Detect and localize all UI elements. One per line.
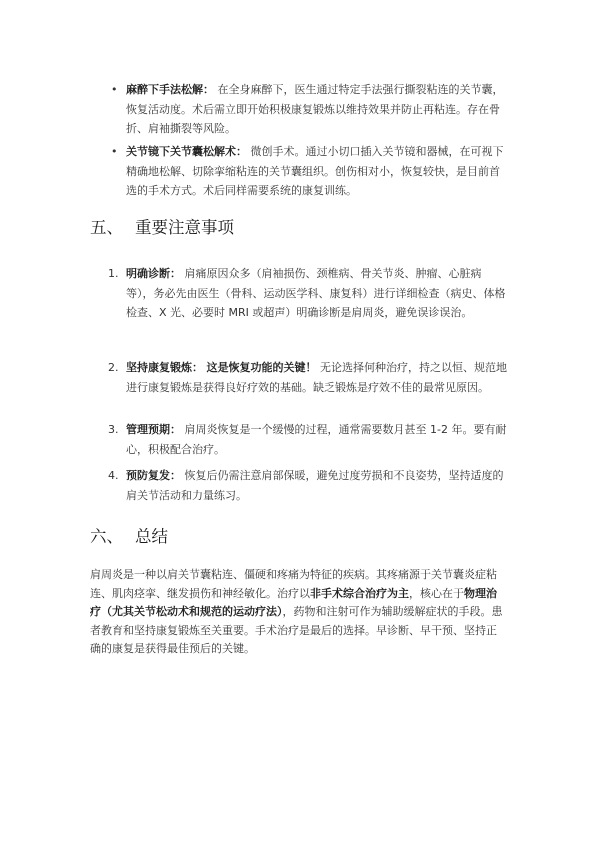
list-item bbox=[126, 466, 508, 505]
list-item bbox=[126, 358, 508, 397]
summary-emphasis: 非手术综合治疗为主 bbox=[310, 586, 409, 600]
section-number: 六、 bbox=[90, 527, 123, 546]
section-title: 总结 bbox=[135, 527, 168, 546]
list-item-text: 恢复后仍需注意肩部保暖，避免过度劳损和不良姿势，坚持适度的肩关节活动和力量练习。 bbox=[126, 469, 504, 502]
bullet-text: 微创手术。通过小切口插入关节镜和器械，在可视下精确地松解、切除挛缩粘连的关节囊组织。创伤相对小，恢复较快，是目前首选的手术方式。术后同样需要系统的康复训练。 bbox=[126, 145, 504, 197]
bullet-icon: • bbox=[111, 145, 118, 158]
list-item-emphasis: 这是恢复功能的关键！ bbox=[206, 361, 317, 374]
section-title: 重要注意事项 bbox=[135, 218, 234, 237]
list-number: 4. bbox=[108, 469, 119, 482]
list-item-title: 预防复发： bbox=[126, 469, 181, 482]
bullet-icon: • bbox=[111, 83, 118, 96]
bullet-item bbox=[126, 80, 508, 139]
list-item-text: 肩痛原因众多（肩袖损伤、颈椎病、骨关节炎、肿瘤、心脏病等），务必先由医生（骨科、运动医学科、康复科）进行详细检查（病史、体格检查、X 光、必要时 MRI 或超声）明确诊断是肩周炎，避免误诊误治。 bbox=[126, 267, 506, 319]
list-item bbox=[126, 264, 508, 323]
summary-text: 肩周炎是一种以肩关节囊粘连、僵硬和疼痛为特征的疾病。其疼痛源于关节囊炎症粘连、肌肉痉挛、继发损伤和神经敏化。治疗以 bbox=[90, 568, 497, 600]
list-item-text: 肩周炎恢复是一个缓慢的过程，通常需要数月甚至 1-2 年。要有耐心，积极配合治疗。 bbox=[126, 423, 507, 456]
section-number: 五、 bbox=[90, 218, 123, 237]
bullet-title: 关节镜下关节囊松解术： bbox=[126, 145, 247, 158]
list-number: 3. bbox=[108, 423, 119, 436]
list-number: 1. bbox=[108, 267, 119, 280]
list-item-title: 管理预期： bbox=[126, 423, 181, 436]
list-item-title: 明确诊断： bbox=[126, 267, 181, 280]
bullet-text: 在全身麻醉下，医生通过特定手法强行撕裂粘连的关节囊，恢复活动度。术后需立即开始积极康复锻炼以维持效果并防止再粘连。存在骨折、肩袖撕裂等风险。 bbox=[126, 83, 504, 135]
list-number: 2. bbox=[108, 361, 119, 374]
list-item-text: 无论选择何种治疗，持之以恒、规范地进行康复锻炼是获得良好疗效的基础。缺乏锻炼是疗效不佳的最常见原因。 bbox=[126, 361, 507, 394]
summary-paragraph bbox=[90, 566, 505, 659]
section-heading bbox=[90, 525, 168, 549]
list-item-title: 坚持康复锻炼： bbox=[126, 361, 203, 374]
section-heading bbox=[90, 216, 234, 240]
summary-emphasis: 物理治疗（尤其关节松动术和规范的运动疗法） bbox=[90, 586, 497, 618]
bullet-item bbox=[126, 142, 508, 201]
list-item bbox=[126, 420, 508, 459]
summary-text: ，药物和注射可作为辅助缓解症状的手段。患者教育和坚持康复锻炼至关重要。手术治疗是最后的选择。早诊断、早干预、坚持正确的康复是获得最佳预后的关键。 bbox=[90, 605, 503, 655]
summary-text: ，核心在于 bbox=[409, 586, 464, 600]
bullet-title: 麻醉下手法松解： bbox=[126, 83, 214, 96]
